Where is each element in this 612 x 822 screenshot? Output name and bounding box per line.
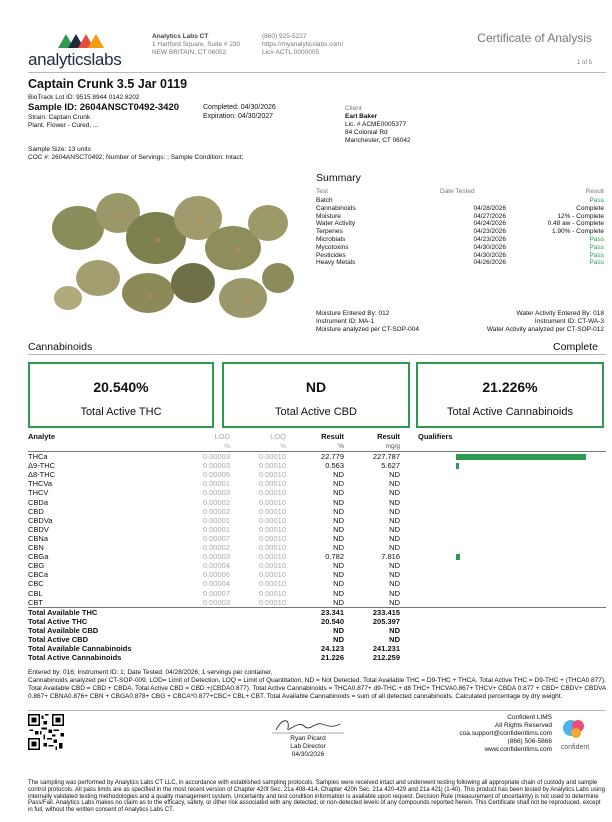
qr-code-icon[interactable] bbox=[28, 714, 64, 750]
total-spacer bbox=[140, 626, 232, 635]
analyte-mg: ND bbox=[389, 543, 400, 553]
analyte-mg: 7.816 bbox=[381, 552, 400, 562]
product-photo bbox=[28, 168, 306, 338]
cannabinoids-divider bbox=[28, 354, 606, 355]
total-pct: ND bbox=[333, 634, 344, 644]
total-spacer bbox=[140, 607, 232, 617]
analyte-loq: 0.00010 bbox=[258, 506, 286, 516]
summary-date: 04/30/2026 bbox=[473, 251, 506, 259]
analyte-pct: 0.782 bbox=[325, 552, 344, 562]
summary-title: Summary bbox=[316, 172, 361, 184]
lims-block bbox=[459, 714, 552, 754]
total-spacer bbox=[404, 626, 606, 635]
lims-phone: (866) 506-5866 bbox=[507, 738, 552, 745]
analyte-mg: ND bbox=[389, 561, 400, 571]
analyte-pct: 22.779 bbox=[321, 452, 344, 462]
analyte-loq: 0.00010 bbox=[258, 515, 286, 525]
analyte-loq: 0.00010 bbox=[258, 597, 286, 607]
lims-name: Confident LIMS bbox=[507, 714, 552, 721]
qualifier-cell bbox=[404, 498, 606, 507]
unit-result-pct: % bbox=[288, 442, 348, 452]
confident-logo-icon bbox=[552, 716, 598, 752]
strain: Strain: Captain Crunk bbox=[28, 114, 91, 121]
total-name: Total Available THC bbox=[28, 607, 140, 617]
analyte-pct: 0.563 bbox=[325, 461, 344, 471]
wa-entered-by: Water Activity Entered By: 018 bbox=[516, 310, 604, 317]
analyte-pct: ND bbox=[333, 497, 344, 507]
analyte-loq: 0.00010 bbox=[258, 543, 286, 553]
total-active-cannabinoids-box bbox=[416, 362, 604, 428]
disclaimer: The sampling was performed by Analytics Labs CT LLC, in accordance with established sampling protocols. Samples were received intact and underwent testing following all appropriate chain of custody and sample control protocols. All pass limits are as specified in the most recent version of Chapter 420f Sec. 21a 408-414, Chapter 420h Sec. 21a 420-429 and 21a 421j (1-40). This product has been tested by Analytics Labs using internally validated testing methodologies and a quality management system. Uncertainty and test condition information is available upon request. Decision Rule (measurement of uncertainty) is not used to determine Pass/Fail. Analytics Labs makes no claim as to the efficacy, safety, or other risk associated with any detected, or non-detected levels of any compounds reported herein. This Certificate shall not be reproduced, except in full, without the written consent of Analytics Labs CT. bbox=[28, 780, 605, 814]
analyte-row bbox=[28, 579, 606, 588]
total-pct: 24.123 bbox=[321, 644, 344, 654]
client-license: Lic. # ACME0005377 bbox=[345, 121, 407, 128]
matrix: Plant, Flower - Cured, ... bbox=[28, 122, 99, 129]
analyte-pct: ND bbox=[333, 543, 344, 553]
cannabinoids-title: Cannabinoids bbox=[28, 341, 93, 353]
qualifier-cell bbox=[404, 488, 606, 497]
summary-result: 1.90% - Complete bbox=[551, 228, 604, 236]
summary-row bbox=[316, 252, 604, 260]
analyte-loq: 0.00010 bbox=[258, 497, 286, 507]
analyte-units-row bbox=[28, 442, 606, 452]
col-result-mg: Result bbox=[377, 432, 400, 442]
col-lod: LOD bbox=[214, 432, 230, 442]
total-spacer bbox=[140, 653, 232, 662]
total-row bbox=[28, 635, 606, 644]
notes-line2: Cannabinoids analyzed per CT-SOP-009. LOD= Limit of Detection, LOQ = Limit of Quantitation, ND = Not Detected. Total Available THC = D9-THC + THCA. Total Active THC = D9-THC + (THCA0.877). Total Available CBD = CBD + CBDA. Total Active CBD = CBD +(CBDA0.877). Total Active Cannabinoids = THCA0.877+ d9-THC + d8 THC+ THCVA0.867+ THCV+ CBDA 0.877 + CBD+ CBDV+ CBDVA 0.867+ CBNA0.876+ CBN + CBGA0.878+ CBG + CBCA*0.877+CBC+ CBL+ CBT. Total Available Cannabinoids = sum of all detected cannabinoids. Calculated percentage by dry weight. bbox=[28, 677, 606, 700]
analyte-row bbox=[28, 543, 606, 552]
total-spacer bbox=[404, 653, 606, 662]
analyte-mg: ND bbox=[389, 570, 400, 580]
analysis-notes bbox=[28, 669, 606, 701]
summary-date: 04/28/2026 bbox=[473, 204, 506, 212]
summary-col-result: Result bbox=[585, 187, 604, 195]
total-mg: 205.397 bbox=[372, 616, 400, 626]
summary-date: 04/30/2026 bbox=[473, 243, 506, 251]
client-block bbox=[345, 105, 411, 145]
summary-result: 12% - Complete bbox=[557, 212, 604, 220]
expiration-date: Expiration: 04/30/2027 bbox=[203, 112, 274, 120]
summary-date: 04/27/2026 bbox=[473, 212, 506, 220]
analyte-row bbox=[28, 488, 606, 497]
total-row bbox=[28, 626, 606, 635]
client-city: Manchester, CT 06042 bbox=[345, 137, 411, 144]
analyte-pct: ND bbox=[333, 561, 344, 571]
col-qualifiers: Qualifiers bbox=[418, 432, 453, 442]
analyte-lod: 0.00001 bbox=[202, 479, 230, 489]
total-spacer bbox=[140, 635, 232, 644]
analyte-pct: ND bbox=[333, 524, 344, 534]
analyte-lod: 0.00005 bbox=[202, 470, 230, 480]
analyte-row bbox=[28, 461, 606, 470]
analyte-row bbox=[28, 516, 606, 525]
total-active-cbd-label: Total Active CBD bbox=[275, 406, 357, 418]
strain-block bbox=[28, 114, 98, 130]
coc-info: COC #: 2604ANSCT0492; Number of Servings: ; Sample Condition: Intact; bbox=[28, 154, 244, 161]
analyte-row bbox=[28, 589, 606, 598]
analyte-loq: 0.00010 bbox=[258, 524, 286, 534]
analyte-row bbox=[28, 479, 606, 488]
analyte-loq: 0.00010 bbox=[258, 561, 286, 571]
units-spacer bbox=[28, 442, 140, 452]
analyte-lod: 0.00002 bbox=[202, 543, 230, 553]
analyte-row bbox=[28, 470, 606, 479]
analyte-lod: 0.00001 bbox=[202, 515, 230, 525]
summary-header-row bbox=[316, 186, 604, 197]
biotrack-lot-id: BioTrack Lot ID: 9515 8944 0142 8202 bbox=[28, 94, 140, 101]
analyte-lod: 0.00003 bbox=[202, 461, 230, 471]
units-spacer-q bbox=[404, 442, 606, 452]
analyte-lod: 0.00003 bbox=[202, 552, 230, 562]
analyte-name: Δ8-THC bbox=[28, 470, 56, 480]
analyte-mg: ND bbox=[389, 497, 400, 507]
total-pct: 23.341 bbox=[288, 607, 348, 617]
analyte-pct: ND bbox=[333, 488, 344, 498]
notes-divider bbox=[28, 710, 606, 711]
total-spacer bbox=[232, 607, 288, 617]
logo-wordmark: analyticslabs bbox=[28, 50, 122, 69]
summary-row bbox=[316, 213, 604, 221]
analyte-loq: 0.00010 bbox=[258, 452, 286, 462]
lab-contact bbox=[262, 33, 343, 57]
analyte-row bbox=[28, 598, 606, 608]
analyte-name: THCa bbox=[28, 452, 48, 462]
qualifier-cell bbox=[404, 461, 606, 470]
summary-row bbox=[316, 228, 604, 236]
product-title: Captain Crunk 3.5 Jar 0119 bbox=[28, 77, 188, 91]
summary-test: Moisture bbox=[316, 212, 341, 220]
analyte-mg: ND bbox=[389, 515, 400, 525]
analyte-loq: 0.00010 bbox=[258, 533, 286, 543]
analyte-name: CBL bbox=[28, 588, 43, 598]
qualifier-cell bbox=[404, 525, 606, 534]
analyte-lod: 0.00004 bbox=[202, 579, 230, 589]
summary-test: Pesticides bbox=[316, 251, 346, 259]
analyte-mg: ND bbox=[389, 488, 400, 498]
signer-block bbox=[270, 735, 346, 759]
summary-test: Microbials bbox=[316, 235, 346, 243]
analyte-loq: 0.00010 bbox=[258, 570, 286, 580]
analyte-name: CBN bbox=[28, 543, 44, 553]
analyte-pct: ND bbox=[333, 479, 344, 489]
total-mg: 212.259 bbox=[372, 653, 400, 663]
summary-date: 04/23/2026 bbox=[473, 228, 506, 236]
total-row bbox=[28, 607, 606, 617]
analyte-name: CBC bbox=[28, 579, 44, 589]
notes-line1: Entered by: 016; Instrument ID: 1; Date Tested: 04/28/2026; 1 servings per container. bbox=[28, 669, 273, 676]
lab-phone: (860) 925-5227 bbox=[262, 33, 307, 40]
total-spacer bbox=[232, 617, 288, 626]
summary-row bbox=[316, 197, 604, 205]
total-active-cbd-box bbox=[222, 362, 410, 428]
summary-row bbox=[316, 236, 604, 244]
client-name: Earl Baker bbox=[345, 113, 378, 120]
total-active-cannabinoids-value: 21.226% bbox=[482, 379, 538, 395]
total-mg: 241.231 bbox=[372, 644, 400, 654]
lims-email[interactable]: coa.support@confidentlims.com bbox=[459, 730, 552, 737]
analyte-lod: 0.00003 bbox=[202, 597, 230, 607]
analyte-loq: 0.00010 bbox=[258, 579, 286, 589]
completed-date: Completed: 04/30/2026 bbox=[203, 104, 276, 111]
total-name: Total Available CBD bbox=[28, 625, 99, 635]
total-spacer bbox=[232, 644, 288, 653]
analyte-name: THCV bbox=[28, 488, 49, 498]
summary-date: 04/26/2026 bbox=[473, 259, 506, 267]
sample-size: Sample Size: 13 units bbox=[28, 146, 91, 153]
total-pct: 20.540 bbox=[321, 616, 344, 626]
qualifier-cell bbox=[404, 452, 606, 462]
qualifier-cell bbox=[404, 598, 606, 608]
lab-address-line2: NEW BRITAIN, CT 06052 bbox=[152, 49, 227, 56]
wa-sop: Water Activity analyzed per CT-SOP-012 bbox=[486, 326, 604, 333]
total-name: Total Active Cannabinoids bbox=[28, 653, 122, 663]
total-row bbox=[28, 653, 606, 662]
total-active-thc-label: Total Active THC bbox=[80, 406, 162, 418]
analyte-lod: 0.00007 bbox=[202, 533, 230, 543]
analyte-lod: 0.00002 bbox=[202, 497, 230, 507]
dates-block bbox=[203, 104, 276, 121]
summary-date bbox=[440, 197, 514, 205]
sample-size-block bbox=[28, 146, 243, 162]
summary-date: 04/24/2026 bbox=[473, 220, 506, 228]
summary-result: Pass bbox=[589, 243, 604, 251]
analyte-loq: 0.00010 bbox=[258, 470, 286, 480]
unit-loq: % bbox=[232, 442, 288, 452]
summary-test: Water Activity bbox=[316, 220, 356, 228]
analyte-mg: ND bbox=[389, 524, 400, 534]
total-active-cbd-value: ND bbox=[305, 379, 327, 395]
total-mg: ND bbox=[389, 634, 400, 644]
signer-title: Lab Director bbox=[290, 743, 326, 750]
qualifier-cell bbox=[404, 534, 606, 543]
qualifier-cell bbox=[404, 579, 606, 588]
analyte-row bbox=[28, 498, 606, 507]
analyte-mg: ND bbox=[389, 506, 400, 516]
summary-test: Batch bbox=[316, 197, 333, 204]
summary-row bbox=[316, 205, 604, 213]
summary-test: Terpenes bbox=[316, 228, 343, 236]
analyte-row bbox=[28, 507, 606, 516]
total-row bbox=[28, 617, 606, 626]
total-active-thc-box bbox=[28, 362, 214, 428]
total-name: Total Active CBD bbox=[28, 634, 89, 644]
moisture-sop: Moisture analyzed per CT-SOP-004 bbox=[316, 326, 419, 333]
total-spacer bbox=[140, 617, 232, 626]
analyte-loq: 0.00010 bbox=[258, 552, 286, 562]
lab-website[interactable]: https://myanalyticslabs.com/ bbox=[262, 41, 344, 48]
analyte-pct: ND bbox=[333, 515, 344, 525]
qualifier-bar bbox=[456, 554, 460, 560]
summary-row bbox=[316, 220, 604, 228]
lab-address bbox=[152, 33, 240, 57]
qualifier-cell bbox=[404, 589, 606, 598]
wa-instrument: Instrument ID: CT-WA-3 bbox=[534, 318, 604, 325]
analyte-mg: ND bbox=[389, 588, 400, 598]
qualifier-cell bbox=[404, 543, 606, 552]
analyte-name: CBD bbox=[28, 506, 44, 516]
analyte-lod: 0.00006 bbox=[202, 570, 230, 580]
total-mg: 233.415 bbox=[348, 607, 404, 617]
analyte-lod: 0.00003 bbox=[202, 452, 230, 462]
confident-logo-word: confident bbox=[560, 744, 590, 751]
summary-col-date: Date Tested bbox=[440, 187, 475, 195]
summary-result: Pass bbox=[589, 259, 604, 267]
cannabinoids-status: Complete bbox=[553, 341, 598, 353]
total-mg: ND bbox=[389, 625, 400, 635]
analyte-loq: 0.00010 bbox=[258, 488, 286, 498]
signature bbox=[268, 714, 348, 736]
analyte-mg: ND bbox=[389, 579, 400, 589]
qualifier-cell bbox=[404, 470, 606, 479]
analyte-mg: ND bbox=[389, 597, 400, 607]
client-street: 84 Colonial Rd bbox=[345, 129, 388, 136]
analyte-row bbox=[28, 534, 606, 543]
analyte-pct: ND bbox=[333, 533, 344, 543]
analyte-lod: 0.00007 bbox=[202, 588, 230, 598]
summary-date: 04/23/2026 bbox=[473, 235, 506, 243]
analyte-pct: ND bbox=[333, 579, 344, 589]
analyte-loq: 0.00010 bbox=[258, 461, 286, 471]
analyte-mg: ND bbox=[389, 479, 400, 489]
moisture-info bbox=[316, 310, 419, 334]
water-activity-info bbox=[487, 310, 604, 334]
lab-address-line1: 1 Hartford Square, Suite # 230 bbox=[152, 41, 241, 48]
total-spacer bbox=[140, 644, 232, 653]
analyte-lod: 0.00002 bbox=[202, 506, 230, 516]
analyte-name: CBCa bbox=[28, 570, 49, 580]
total-spacer bbox=[404, 635, 606, 644]
sample-id: Sample ID: 2604ANSCT0492-3420 bbox=[28, 102, 180, 113]
summary-result: 0.48 aw - Complete bbox=[547, 220, 604, 228]
analyte-name: CBDa bbox=[28, 497, 49, 507]
total-spacer bbox=[404, 644, 606, 653]
total-spacer bbox=[232, 635, 288, 644]
signer-name: Ryan Picard bbox=[290, 735, 326, 742]
analyte-name: CBG bbox=[28, 561, 45, 571]
page-number: 1 of 5 bbox=[576, 60, 592, 66]
summary-col-test: Test bbox=[316, 187, 328, 195]
total-active-cannabinoids-label: Total Active Cannabinoids bbox=[447, 406, 573, 418]
analyte-name: CBGa bbox=[28, 552, 49, 562]
analyte-name: CBNa bbox=[28, 533, 49, 543]
analyte-name: Δ9-THC bbox=[28, 461, 56, 471]
analyte-loq: 0.00010 bbox=[258, 588, 286, 598]
analyte-name: CBDV bbox=[28, 524, 49, 534]
analyte-lod: 0.00003 bbox=[202, 488, 230, 498]
summary-result: Pass bbox=[589, 235, 604, 243]
analyte-loq: 0.00010 bbox=[258, 479, 286, 489]
analyte-mg: ND bbox=[389, 470, 400, 480]
total-pct: ND bbox=[333, 625, 344, 635]
summary-row bbox=[316, 244, 604, 252]
analyte-row bbox=[28, 525, 606, 534]
qualifier-cell bbox=[404, 552, 606, 561]
summary-test: Cannabinoids bbox=[316, 204, 356, 212]
summary-table bbox=[316, 186, 604, 267]
header-divider bbox=[28, 72, 606, 73]
analyte-pct: ND bbox=[333, 506, 344, 516]
total-spacer bbox=[232, 626, 288, 635]
total-spacer bbox=[232, 653, 288, 662]
summary-result: Complete bbox=[576, 204, 604, 212]
col-result-pct: Result bbox=[321, 432, 344, 442]
summary-result: Pass bbox=[589, 197, 604, 204]
analyte-name: THCVa bbox=[28, 479, 53, 489]
analyte-mg: ND bbox=[389, 533, 400, 543]
analyte-lod: 0.00001 bbox=[202, 524, 230, 534]
total-spacer bbox=[404, 607, 606, 617]
analyte-table bbox=[28, 432, 606, 662]
col-analyte: Analyte bbox=[28, 432, 56, 442]
qualifier-cell bbox=[404, 507, 606, 516]
moisture-entered-by: Moisture Entered By: 012 bbox=[316, 310, 390, 317]
qualifier-cell bbox=[404, 479, 606, 488]
lims-site[interactable]: www.confidentlims.com bbox=[484, 746, 552, 753]
total-name: Total Available Cannabinoids bbox=[28, 644, 132, 654]
unit-lod: % bbox=[140, 442, 232, 452]
total-active-thc-value: 20.540% bbox=[93, 379, 149, 395]
total-pct: 21.226 bbox=[321, 653, 344, 663]
signer-date: 04/30/2026 bbox=[291, 751, 325, 758]
analyte-row bbox=[28, 552, 606, 561]
document-title: Certificate of Analysis bbox=[477, 31, 592, 45]
analyte-pct: ND bbox=[333, 597, 344, 607]
lab-license: Lic# ACTL.0000005 bbox=[262, 49, 320, 56]
analyte-header-row bbox=[28, 432, 606, 442]
qualifier-cell bbox=[404, 561, 606, 570]
analyte-row bbox=[28, 570, 606, 579]
analyte-mg: 227.787 bbox=[372, 452, 400, 462]
lab-name: Analytics Labs CT bbox=[152, 33, 209, 40]
summary-result: Pass bbox=[589, 251, 604, 259]
qualifier-cell bbox=[404, 516, 606, 525]
analyte-pct: ND bbox=[333, 470, 344, 480]
total-name: Total Active THC bbox=[28, 616, 88, 626]
analyte-row bbox=[28, 561, 606, 570]
analyte-lod: 0.00004 bbox=[202, 561, 230, 571]
lims-rights: All Rights Reserved bbox=[494, 722, 552, 729]
qualifier-bar bbox=[456, 454, 586, 460]
analyte-name: CBT bbox=[28, 597, 43, 607]
summary-row bbox=[316, 259, 604, 267]
analyte-pct: ND bbox=[333, 588, 344, 598]
total-spacer bbox=[404, 617, 606, 626]
analyte-mg: 5.627 bbox=[381, 461, 400, 471]
summary-test: Heavy Metals bbox=[316, 259, 356, 267]
moisture-instrument: Instrument ID: MA-1 bbox=[316, 318, 375, 325]
client-label: Client bbox=[345, 105, 362, 112]
unit-result-mg: mg/g bbox=[348, 442, 404, 452]
summary-test: Mycotoxins bbox=[316, 243, 349, 251]
analyte-pct: ND bbox=[333, 570, 344, 580]
col-loq: LOQ bbox=[270, 432, 286, 442]
analyte-name: CBDVa bbox=[28, 515, 53, 525]
analyte-row bbox=[28, 452, 606, 462]
qualifier-bar bbox=[456, 463, 459, 469]
total-row bbox=[28, 644, 606, 653]
qualifier-cell bbox=[404, 570, 606, 579]
